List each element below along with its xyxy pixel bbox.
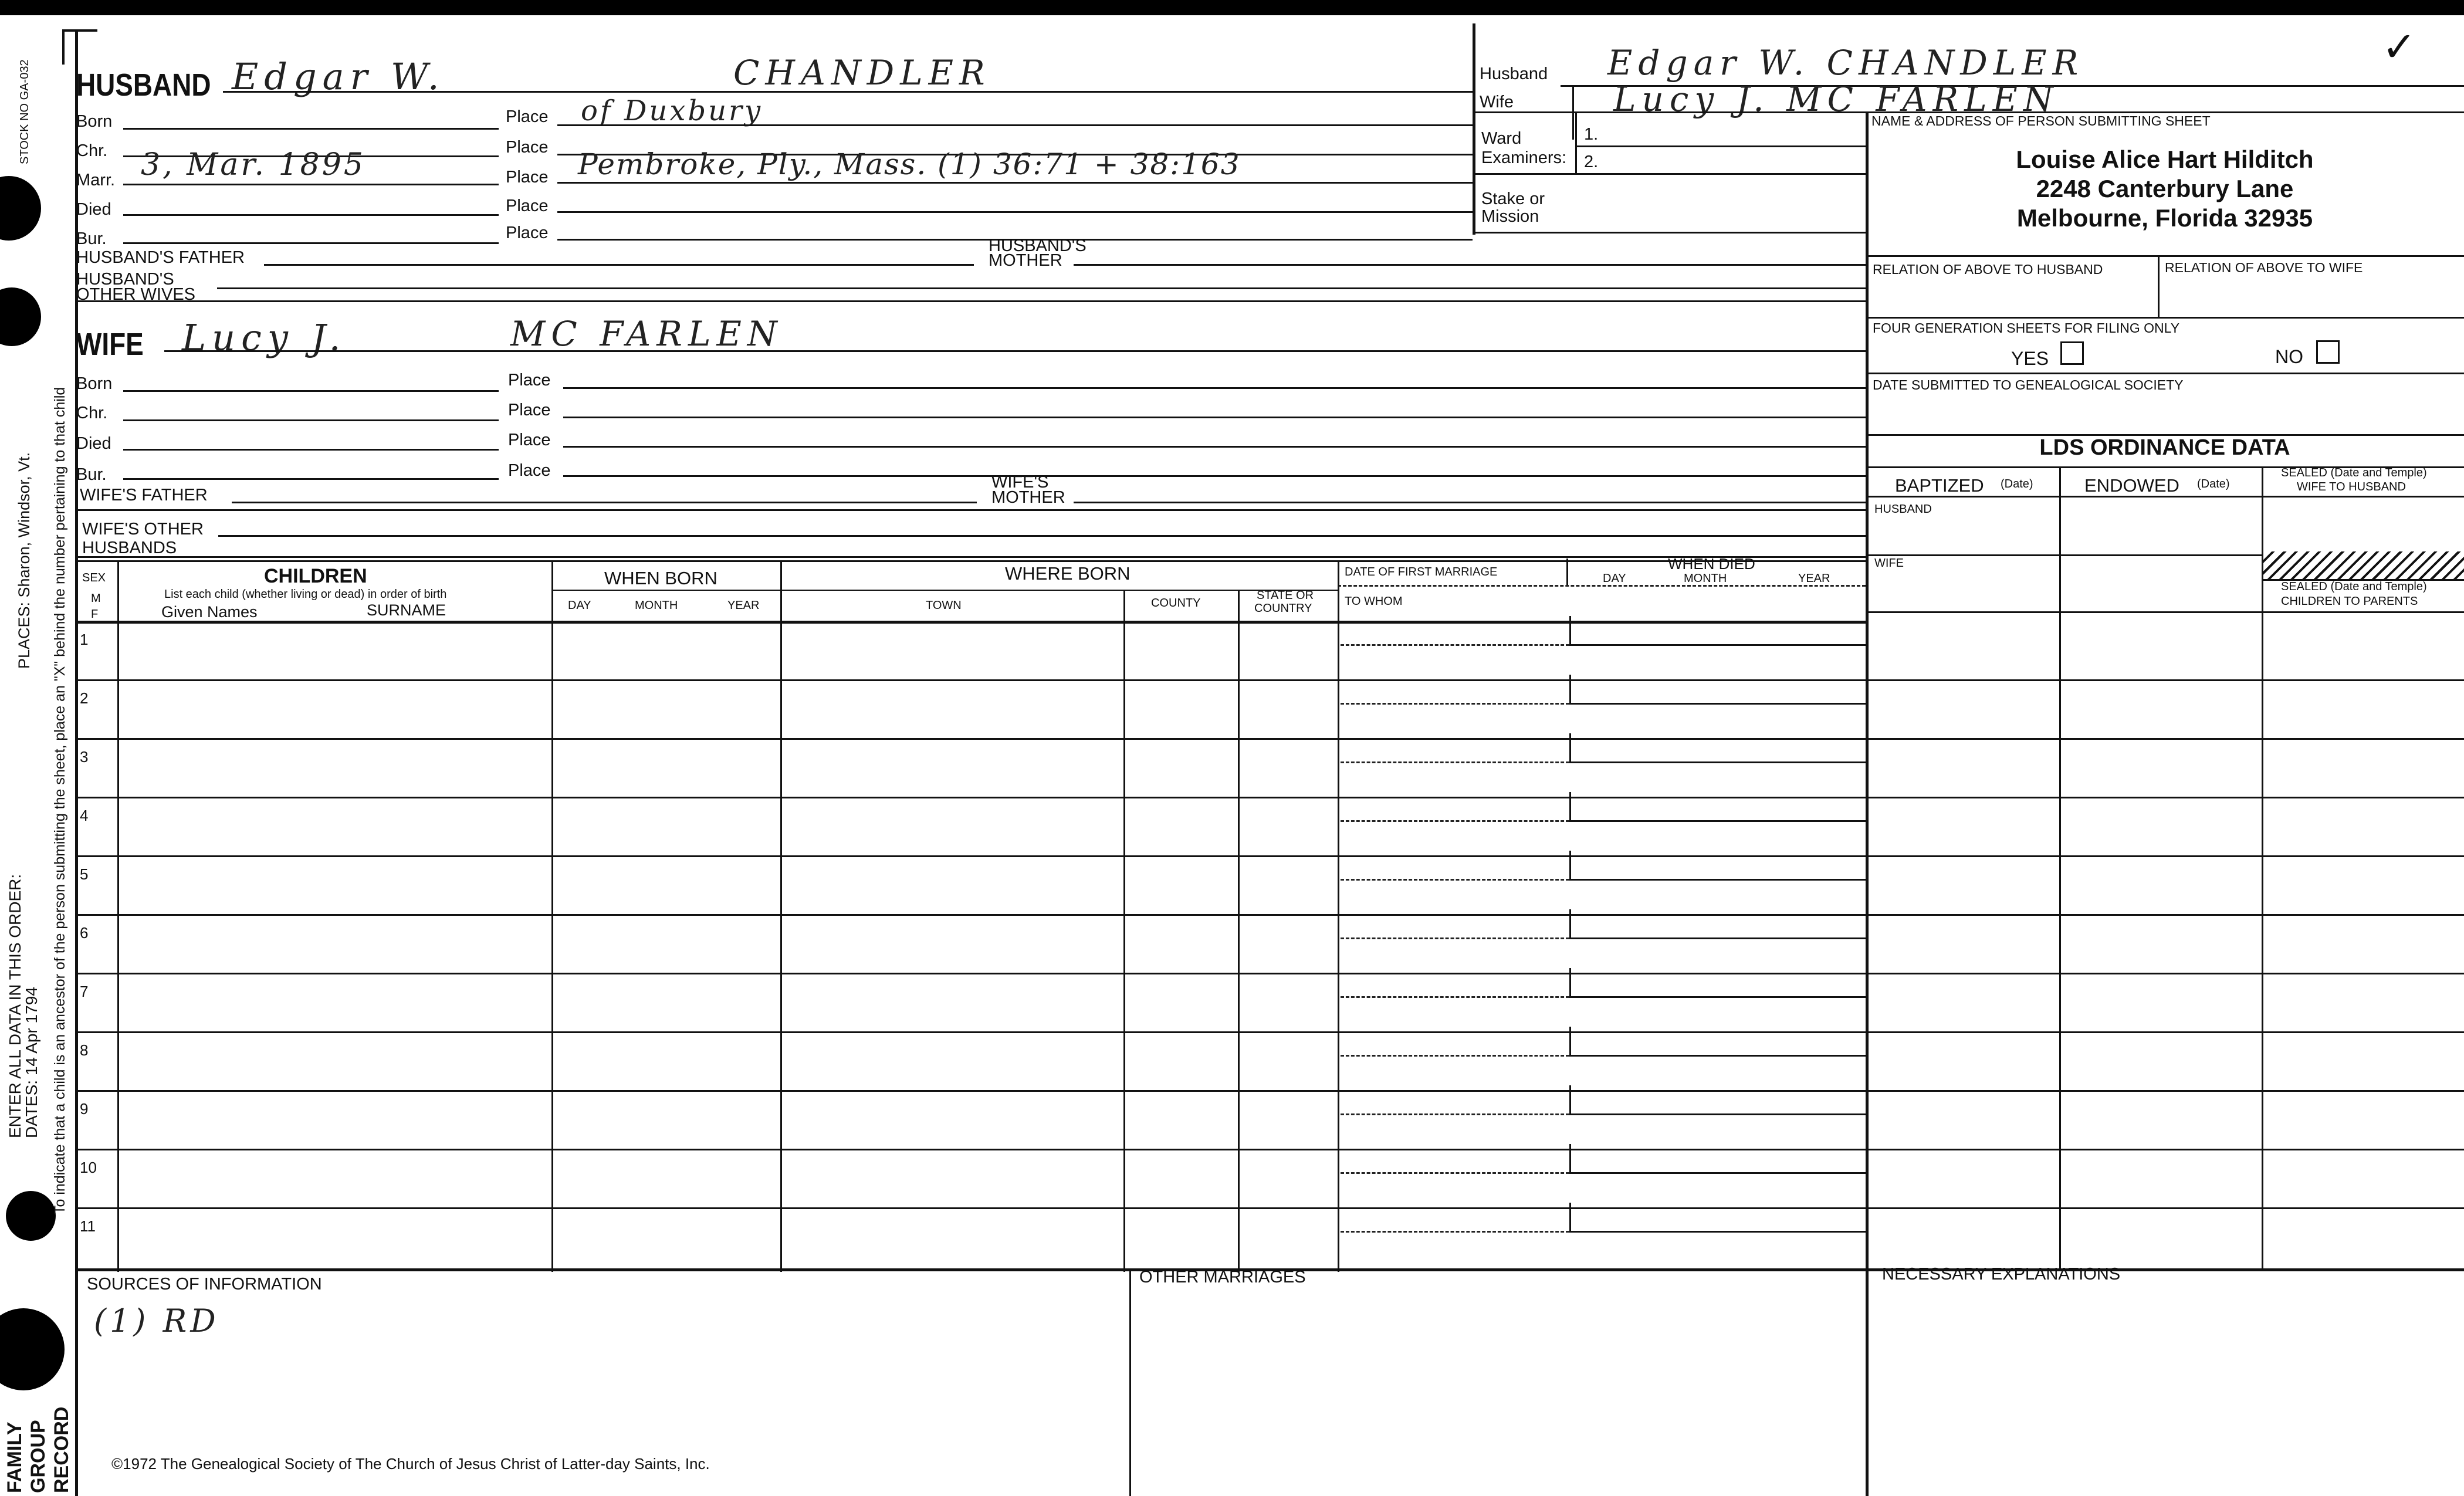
husband-marr-label: Marr. (76, 171, 116, 189)
header-wife-label: Wife (1480, 93, 1514, 111)
examiners-label: Examiners: (1481, 148, 1567, 167)
lds-row-line (1866, 1149, 2464, 1150)
wife-other-husbands-line (218, 535, 1866, 537)
died-year-label: YEAR (1798, 572, 1830, 585)
four-gen-label: FOUR GENERATION SHEETS FOR FILING ONLY (1873, 320, 2180, 336)
child-row-number: 6 (80, 924, 89, 942)
row-dash (1341, 1113, 1569, 1115)
row-died-bracket (1569, 792, 1571, 820)
wife-bur-label: Bur. (76, 465, 107, 484)
lds-header-bottom-line (1866, 496, 2464, 497)
lds-wife-label: WIFE (1874, 557, 1904, 570)
wife-given-name[interactable]: Lucy J. (182, 316, 347, 359)
row-died-line (1569, 820, 1866, 822)
wife-died-place-line (563, 446, 1866, 448)
husband-mother-label-1: HUSBAND'S (989, 236, 1087, 255)
row-died-bracket (1569, 1203, 1571, 1231)
endowed-date-label: (Date) (2197, 478, 2230, 490)
row-dash (1341, 820, 1569, 822)
sealed-hatch-area (2263, 551, 2464, 581)
stake-label-2: Mission (1481, 207, 1539, 226)
child-row-number: 11 (80, 1217, 96, 1235)
row-died-line (1569, 761, 1866, 763)
examiner-1-line (1575, 145, 1866, 147)
four-gen-no-checkbox[interactable] (2316, 340, 2340, 364)
row-bottom (75, 1031, 1866, 1033)
wife-born-place-label: Place (508, 371, 551, 390)
husband-father-line (264, 264, 974, 266)
relation-divider (2158, 255, 2160, 318)
state-label-2: COUNTRY (1254, 602, 1312, 615)
row-died-bracket (1569, 851, 1571, 879)
lds-row-line (1866, 738, 2464, 740)
footer-divider-1 (1129, 1268, 1131, 1496)
other-marriages-label: OTHER MARRIAGES (1139, 1268, 1306, 1287)
date-submitted-label: DATE SUBMITTED TO GENEALOGICAL SOCIETY (1873, 377, 2184, 392)
husband-marr-line (123, 184, 499, 185)
husband-born-place-label: Place (506, 107, 549, 126)
stake-label-1: Stake or (1481, 189, 1545, 208)
row-dash (1341, 761, 1569, 763)
lds-row-line (1866, 973, 2464, 974)
husband-marr-place-line (557, 182, 1473, 184)
endowed-label: ENDOWED (2084, 475, 2179, 496)
ward-bottom-line (1473, 173, 1866, 175)
baptized-date-label: (Date) (2001, 478, 2033, 490)
husband-marr-place-label: Place (506, 168, 549, 187)
relation-wife-label: RELATION OF ABOVE TO WIFE (2165, 260, 2363, 275)
wife-bur-place-line (563, 475, 1866, 477)
wife-died-place-label: Place (508, 431, 551, 449)
row-died-line (1569, 1055, 1866, 1057)
children-instruction: List each child (whether living or dead) in order of birth (164, 588, 447, 601)
col-county (1238, 590, 1240, 1272)
enter-all-instruction: ENTER ALL DATA IN THIS ORDER: (6, 874, 24, 1138)
child-row-number: 7 (80, 983, 89, 1000)
row-died-line (1569, 1231, 1866, 1233)
wife-father-line (232, 502, 977, 503)
husband-bur-label: Bur. (76, 229, 107, 248)
husband-born-place[interactable]: of Duxbury (581, 94, 763, 127)
row-died-bracket (1569, 1027, 1571, 1055)
four-gen-bottom-line (1866, 373, 2464, 374)
col-when-born (780, 562, 782, 1272)
died-header-divider (1566, 559, 1568, 585)
children-header-bottom (75, 621, 1866, 624)
col-town (1123, 590, 1125, 1272)
top-border (0, 0, 2464, 15)
to-whom-label: TO WHOM (1345, 595, 1403, 608)
row-died-line (1569, 879, 1866, 881)
wife-chr-label: Chr. (76, 404, 108, 422)
where-born-label: WHERE BORN (1005, 563, 1131, 584)
ward-label: Ward (1481, 129, 1522, 148)
sex-m-label: M (91, 592, 101, 605)
died-day-label: DAY (1603, 572, 1626, 585)
form-title-group: GROUP (27, 1420, 49, 1493)
when-born-underline (551, 590, 780, 591)
sources-label: SOURCES OF INFORMATION (87, 1275, 322, 1294)
born-year-label: YEAR (727, 599, 760, 612)
wife-died-label: Died (76, 434, 111, 453)
row-died-bracket (1569, 968, 1571, 996)
died-header-dash (1338, 585, 1866, 587)
husband-father-label: HUSBAND'S FATHER (76, 248, 245, 267)
sex-f-label: F (91, 608, 99, 621)
header-wife-divider (1572, 87, 1574, 140)
sealed-label-2: WIFE TO HUSBAND (2297, 480, 2406, 493)
first-marriage-label: DATE OF FIRST MARRIAGE (1345, 566, 1498, 578)
row-dash (1341, 644, 1569, 646)
wife-mother-label-2: MOTHER (991, 488, 1065, 507)
children-title: CHILDREN (264, 565, 367, 587)
relation-bottom-line (1866, 317, 2464, 319)
wife-chr-line (123, 419, 499, 421)
wife-died-line (123, 449, 499, 451)
row-died-bracket (1569, 1144, 1571, 1172)
submitter-city[interactable]: Melbourne, Florida 32935 (2016, 204, 2313, 232)
row-died-bracket (1569, 909, 1571, 937)
form-title-family: FAMILY (4, 1421, 26, 1493)
wife-name-line (164, 350, 1866, 352)
punch-hole (0, 176, 41, 241)
punch-hole (6, 1191, 56, 1241)
wife-label: WIFE (76, 327, 144, 362)
header-wife-name[interactable]: Lucy J. MC FARLEN (1613, 79, 2059, 119)
sealed-label-1: SEALED (Date and Temple) (2281, 466, 2427, 479)
husband-other-wives-label-2: OTHER WIVES (76, 285, 196, 304)
husband-born-place-line (557, 124, 1473, 126)
header-husband-name[interactable]: Edgar W. CHANDLER (1607, 43, 2084, 83)
husband-name-line (223, 91, 1473, 93)
necessary-explanations-label: NECESSARY EXPLANATIONS (1882, 1265, 2121, 1284)
wife-parents-divider (75, 509, 1866, 511)
lds-row-line (1866, 1090, 2464, 1092)
examiners-divider (1575, 113, 1577, 173)
lds-ordinance-title: LDS ORDINANCE DATA (2039, 435, 2290, 460)
lds-row-line (1866, 1031, 2464, 1033)
row-bottom (75, 738, 1866, 740)
submitter-bottom-line (1866, 255, 2464, 257)
lds-row-line (1866, 914, 2464, 916)
wife-father-label: WIFE'S FATHER (80, 486, 208, 505)
lds-row-line (1866, 679, 2464, 681)
row-died-bracket (1569, 733, 1571, 761)
child-row-number: 1 (80, 631, 89, 648)
stake-bottom-line (1473, 232, 1866, 233)
row-died-bracket (1569, 1085, 1571, 1113)
child-row-number: 4 (80, 807, 89, 824)
examiner-2-number: 2. (1584, 153, 1599, 171)
state-label-1: STATE OR (1257, 589, 1314, 602)
town-label: TOWN (926, 599, 962, 612)
died-month-label: MONTH (1684, 572, 1727, 585)
husband-marriage-date[interactable]: 3, Mar. 1895 (141, 147, 365, 182)
wife-section-divider (75, 556, 1866, 558)
submitter-name[interactable]: Louise Alice Hart Hilditch (2016, 145, 2314, 173)
row-died-line (1569, 1113, 1866, 1115)
examiner-1-number: 1. (1584, 125, 1599, 144)
row-dash (1341, 937, 1569, 939)
child-row-number: 9 (80, 1100, 89, 1118)
right-panel-frame (1866, 111, 1869, 1496)
husband-marriage-place[interactable]: Pembroke, Ply., Mass. (1) 36:71 + 38:163 (578, 147, 1241, 181)
wife-born-place-line (563, 387, 1866, 389)
wife-bur-line (123, 478, 499, 480)
submitter-label: NAME & ADDRESS OF PERSON SUBMITTING SHEET (1871, 113, 2211, 128)
wife-born-label: Born (76, 374, 113, 393)
copyright-notice: ©1972 The Genealogical Society of The Church of Jesus Christ of Latter-day Saints, Inc. (111, 1455, 710, 1473)
wife-other-husbands-label-1: WIFE'S OTHER (82, 520, 204, 539)
husband-died-place-line (557, 211, 1473, 213)
row-bottom (75, 973, 1866, 974)
when-died-label: WHEN DIED (1668, 555, 1755, 573)
row-dash (1341, 996, 1569, 998)
sealed-children-label-2: CHILDREN TO PARENTS (2281, 595, 2418, 608)
row-bottom (75, 855, 1866, 857)
row-died-line (1569, 996, 1866, 998)
header-husband-label: Husband (1480, 65, 1548, 83)
husband-section-divider (75, 300, 1866, 302)
lds-row-line (1866, 855, 2464, 857)
husband-mother-line (1074, 264, 1866, 266)
husband-label: HUSBAND (76, 67, 211, 103)
husband-died-label: Died (76, 200, 111, 219)
county-label: COUNTY (1151, 597, 1201, 610)
husband-died-place-label: Place (506, 197, 549, 215)
form-title-record: RECORD (50, 1406, 73, 1493)
baptized-label: BAPTIZED (1895, 475, 1984, 496)
punch-hole (0, 1308, 65, 1390)
wife-bur-place-label: Place (508, 461, 551, 480)
row-bottom (75, 1149, 1866, 1150)
four-gen-yes-label: YES (2011, 348, 2049, 369)
col-sex (117, 562, 119, 1272)
husband-bur-place-label: Place (506, 224, 549, 242)
stock-number: STOCK NO GA-032 (18, 59, 31, 164)
child-row-number: 3 (80, 748, 89, 766)
when-born-label: WHEN BORN (604, 568, 717, 588)
child-row-number: 2 (80, 689, 89, 707)
wife-mother-line (1074, 502, 1866, 503)
row-died-line (1569, 937, 1866, 939)
ancestor-instruction: To indicate that a child is an ancestor of the person submitting the sheet, place an "X" behind the number pertaining to that child (52, 387, 68, 1214)
husband-other-wives-line (217, 287, 1866, 289)
row-bottom (75, 1090, 1866, 1092)
husband-died-line (123, 214, 499, 216)
row-died-line (1569, 1172, 1866, 1174)
husband-surname[interactable]: CHANDLER (733, 53, 991, 93)
born-day-label: DAY (568, 599, 591, 612)
row-dash (1341, 879, 1569, 881)
husband-other-wives-label-1: HUSBAND'S (76, 270, 174, 289)
lds-husband-label: HUSBAND (1874, 503, 1932, 516)
places-instruction: PLACES: Sharon, Windsor, Vt. (15, 452, 33, 669)
row-bottom (75, 679, 1866, 681)
sources-value[interactable]: (1) RD (94, 1302, 219, 1339)
row-dash (1341, 1055, 1569, 1057)
wife-mother-label-1: WIFE'S (991, 473, 1049, 492)
four-gen-yes-checkbox[interactable] (2060, 341, 2084, 365)
dates-instruction: DATES: 14 Apr 1794 (22, 987, 40, 1138)
submitter-address[interactable]: 2248 Canterbury Lane (2036, 175, 2294, 202)
child-row-number: 8 (80, 1041, 89, 1059)
wife-other-husbands-label-2: HUSBANDS (82, 539, 177, 557)
husband-chr-label: Chr. (76, 141, 108, 160)
row-died-bracket (1569, 675, 1571, 703)
born-month-label: MONTH (635, 599, 678, 612)
child-row-number: 5 (80, 865, 89, 883)
form-corner (62, 29, 97, 65)
header-right-frame (1473, 23, 1475, 235)
lds-row-line (1866, 1207, 2464, 1209)
row-died-line (1569, 644, 1866, 646)
row-died-line (1569, 703, 1866, 705)
sealed-children-label-1: SEALED (Date and Temple) (2281, 580, 2427, 593)
row-bottom (75, 797, 1866, 798)
children-given-names-label: Given Names (161, 603, 258, 621)
where-born-underline (780, 590, 1338, 591)
wife-born-line (123, 390, 499, 392)
row-bottom (75, 914, 1866, 916)
husband-born-label: Born (76, 112, 113, 131)
four-gen-no-label: NO (2275, 346, 2303, 367)
husband-given-name[interactable]: Edgar W. (232, 55, 445, 98)
row-dash (1341, 703, 1569, 705)
husband-mother-label-2: MOTHER (989, 251, 1062, 270)
wife-chr-place-label: Place (508, 401, 551, 419)
punch-hole (0, 287, 41, 346)
child-row-number: 10 (80, 1159, 97, 1176)
col-state (1338, 562, 1339, 1272)
husband-bur-line (123, 242, 499, 244)
row-died-bracket (1569, 616, 1571, 644)
sex-label: SEX (82, 571, 106, 584)
relation-husband-label: RELATION OF ABOVE TO HUSBAND (1873, 262, 2103, 277)
lds-wife-bottom-line (1866, 611, 2464, 613)
row-dash (1341, 1172, 1569, 1174)
check-mark: ✓ (2382, 23, 2416, 71)
row-bottom (75, 1207, 1866, 1209)
wife-chr-place-line (563, 417, 1866, 418)
col-children (551, 562, 553, 1272)
lds-row-line (1866, 797, 2464, 798)
wife-surname[interactable]: MC FARLEN (510, 314, 783, 354)
husband-chr-place-label: Place (506, 138, 549, 157)
children-surname-label: SURNAME (367, 601, 446, 619)
husband-born-line (123, 128, 499, 130)
children-header-top (75, 560, 1866, 562)
row-dash (1341, 1231, 1569, 1233)
